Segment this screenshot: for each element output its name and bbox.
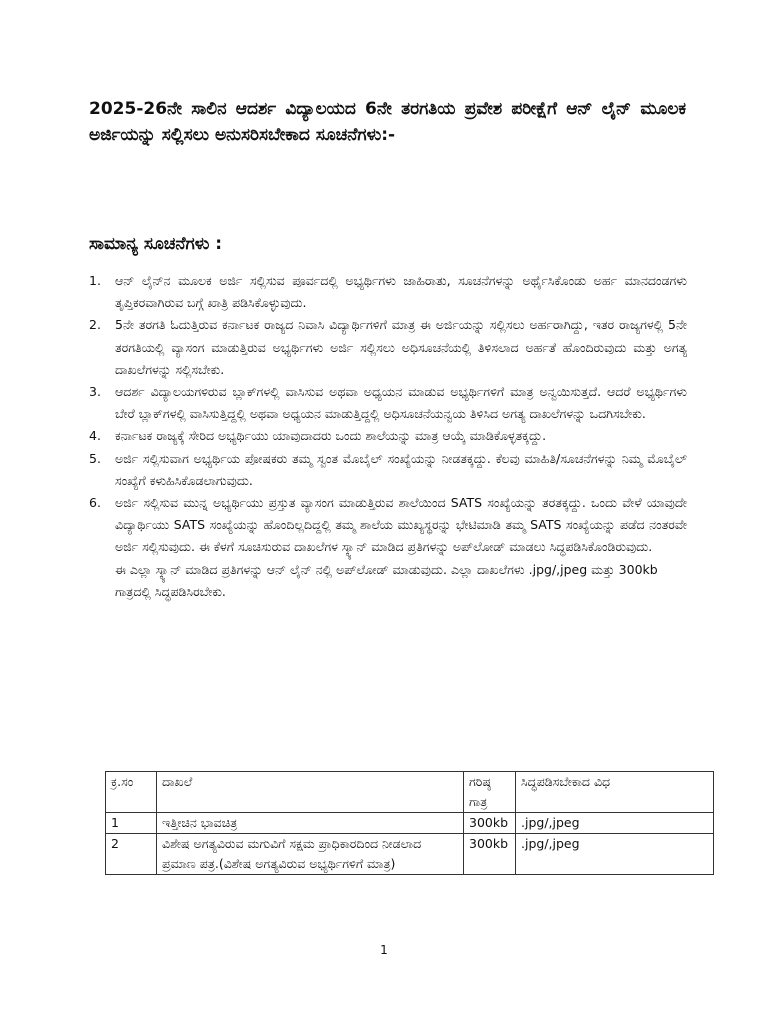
item-number: 6. xyxy=(89,495,101,511)
item-text: ಅರ್ಜಿ ಸಲ್ಲಿಸುವ ಮುನ್ನ ಅಭ್ಯರ್ಥಿಯು ಪ್ರಸ್ತುತ ವ್ಯಾಸಂಗ ಮಾಡುತ್ತಿರುವ ಶಾಲೆಯಿಂದ SATS ಸಂಖ್ಯೆಯನ್ನು ತರತಕ್ಕದ್ದು. ಒಂದು ವೇಳೆ ಯಾವುದೇ ವಿದ್ಯಾರ್ಥಿಯು SATS ಸಂಖ್ಯೆಯನ್ನು ಹೊಂದಿಲ್ಲದಿದ್ದಲ್ಲಿ ತಮ್ಮ ಶಾಲೆಯ ಮುಖ್ಯಸ್ಥರನ್ನು ಭೇಟಿಮಾಡಿ ತಮ್ಮ SATS ಸಂಖ್ಯೆಯನ್ನು ಪಡೆದ ನಂತರವೇ ಅರ್ಜಿ ಸಲ್ಲಿಸುವುದು. ಈ ಕೆಳಗೆ ಸೂಚಿಸುರುವ ದಾಖಲೆಗಳ ಸ್ಕ್ಯಾನ್ ಮಾಡಿದ ಪ್ರತಿಗಳನ್ನು ಅಪ್‌ಲೋಡ್ ಮಾಡಲು ಸಿದ್ಧಪಡಿಸಿಕೊಂಡಿರುವುದು. xyxy=(115,495,687,555)
cell-document: ವಿಶೇಷ ಅಗತ್ಯವಿರುವ ಮಗುವಿಗೆ ಸಕ್ಷಮ ಪ್ರಾಧಿಕಾರದಿಂದ ನೀಡಲಾದ ಪ್ರಮಾಣ ಪತ್ರ.(ವಿಶೇಷ ಅಗತ್ಯವಿರುವ ಅಭ್ಯರ್ಥಿಗಳಿಗೆ ಮಾತ್ರ) xyxy=(157,834,464,875)
instruction-item xyxy=(89,425,687,447)
page-number: 1 xyxy=(380,943,388,957)
cell-size: 300kb xyxy=(464,834,516,875)
upload-note: ಈ ಎಲ್ಲಾ ಸ್ಕ್ಯಾನ್ ಮಾಡಿದ ಪ್ರತಿಗಳನ್ನು ಆನ್ ಲೈನ್ ನಲ್ಲಿ ಅಪ್‌ಲೋಡ್ ಮಾಡುವುದು. ಎಲ್ಲಾ ದಾಖಲೆಗಳು .jpg/,jpeg ಮತ್ತು 300kb ಗಾತ್ರದಲ್ಲಿ ಸಿದ್ಧಪಡಿಸಿರಬೇಕು. xyxy=(115,561,658,599)
item-text: 5ನೇ ತರಗತಿ ಓದುತ್ತಿರುವ ಕರ್ನಾಟಕ ರಾಜ್ಯದ ನಿವಾಸಿ ವಿದ್ಯಾರ್ಥಿಗಳಿಗೆ ಮಾತ್ರ ಈ ಅರ್ಜಿಯನ್ನು ಸಲ್ಲಿಸಲು ಅರ್ಹರಾಗಿದ್ದು, ಇತರ ರಾಜ್ಯಗಳಲ್ಲಿ 5ನೇ ತರಗತಿಯಲ್ಲಿ ವ್ಯಾಸಂಗ ಮಾಡುತ್ತಿರುವ ಅಭ್ಯರ್ಥಿಗಳು ಅರ್ಜಿ ಸಲ್ಲಿಸಲು ಅಧಿಸೂಚನೆಯಲ್ಲಿ ತಿಳಿಸಲಾದ ಅರ್ಹತೆ ಹೊಂದಿರುವುದು ಮತ್ತು ಅಗತ್ಯ ದಾಖಲೆಗಳನ್ನು ಸಲ್ಲಿಸಬೇಕು. xyxy=(115,317,687,377)
item-text: ಆದರ್ಶ ವಿದ್ಯಾಲಯಗಳಿರುವ ಬ್ಲಾಕ್‌ಗಳಲ್ಲಿ ವಾಸಿಸುವ ಅಥವಾ ಅಧ್ಯಯನ ಮಾಡುವ ಅಭ್ಯರ್ಥಿಗಳಿಗೆ ಮಾತ್ರ ಅನ್ವಯಿಸುತ್ತದೆ. ಆದರೆ ಅಭ್ಯರ್ಥಿಗಳು ಬೇರೆ ಬ್ಲಾಕ್‌ಗಳಲ್ಲಿ ವಾಸಿಸುತ್ತಿದ್ದಲ್ಲಿ ಅಥವಾ ಅಧ್ಯಯನ ಮಾಡುತ್ತಿದ್ದಲ್ಲಿ ಅಧಿಸೂಚನೆಯನ್ವಯ ತಿಳಿಸಿದ ಅಗತ್ಯ ದಾಖಲೆಗಳನ್ನು ಒದಗಿಸಬೇಕು. xyxy=(115,384,687,422)
item-number: 5. xyxy=(89,450,101,466)
instruction-item xyxy=(89,448,687,492)
document-title: 2025-26ನೇ ಸಾಲಿನ ಆದರ್ಶ ವಿದ್ಯಾಲಯದ 6ನೇ ತರಗತಿಯ ಪ್ರವೇಶ ಪರೀಕ್ಷೆಗೆ ಆನ್ ಲೈನ್ ಮೂಲಕ ಅರ್ಜಿಯನ್ನು ಸಲ್ಲಿಸಲು ಅನುಸರಿಸಬೇಕಾದ ಸೂಚನೆಗಳು:- xyxy=(89,99,686,145)
instruction-list xyxy=(89,270,687,603)
section-heading: ಸಾಮಾನ್ಯ ಸೂಚನೆಗಳು : xyxy=(89,234,223,254)
instruction-item xyxy=(89,492,687,559)
header-document: ದಾಖಲೆ xyxy=(157,772,464,813)
cell-size: 300kb xyxy=(464,813,516,834)
item-number: 2. xyxy=(89,317,101,333)
documents-table xyxy=(105,771,714,875)
cell-format: .jpg/,jpeg xyxy=(516,813,714,834)
item-text: ಆನ್ ಲೈನ್‌ನ ಮೂಲಕ ಅರ್ಜಿ ಸಲ್ಲಿಸುವ ಪೂರ್ವದಲ್ಲಿ ಅಭ್ಯರ್ಥಿಗಳು ಜಾಹಿರಾತು, ಸೂಚನೆಗಳನ್ನು ಅರ್ಥೈಸಿಕೊಂಡು ಅರ್ಹ ಮಾನದಂಡಗಳು ತೃಪ್ತಿಕರವಾಗಿರುವ ಬಗ್ಗೆ ಖಾತ್ರಿ ಪಡಿಸಿಕೊಳ್ಳುವುದು. xyxy=(115,273,687,311)
header-format: ಸಿದ್ಧಪಡಿಸಬೇಕಾದ ವಿಧ xyxy=(516,772,714,813)
item-number: 3. xyxy=(89,384,101,400)
cell-serial: 2 xyxy=(106,834,157,875)
instruction-item xyxy=(89,381,687,425)
header-max-size: ಗರಿಷ್ಠ ಗಾತ್ರ xyxy=(464,772,516,813)
cell-serial: 1 xyxy=(106,813,157,834)
table-header-row xyxy=(106,772,714,813)
cell-document: ಇತ್ತೀಚಿನ ಭಾವಚಿತ್ರ xyxy=(157,813,464,834)
instruction-item xyxy=(89,270,687,314)
item-text: ಕರ್ನಾಟಕ ರಾಜ್ಯಕ್ಕೆ ಸೇರಿದ ಅಭ್ಯರ್ಥಿಯು ಯಾವುದಾದರು ಒಂದು ಶಾಲೆಯನ್ನು ಮಾತ್ರ ಆಯ್ಕೆ ಮಾಡಿಕೊಳ್ಳತಕ್ಕದ್ದು. xyxy=(115,428,547,444)
instruction-item xyxy=(89,314,687,381)
cell-format: .jpg/,jpeg xyxy=(516,834,714,875)
item-text: ಅರ್ಜಿ ಸಲ್ಲಿಸುವಾಗ ಅಭ್ಯರ್ಥಿಯ ಪೋಷಕರು ತಮ್ಮ ಸ್ವಂತ ಮೊಬೈಲ್ ಸಂಖ್ಯೆಯನ್ನು ನೀಡತಕ್ಕದ್ದು. ಕೆಲವು ಮಾಹಿತಿ/ಸೂಚನೆಗಳನ್ನು ನಿಮ್ಮ ಮೊಬೈಲ್ ಸಂಖ್ಯೆಗೆ ಕಳುಹಿಸಿಕೊಡಲಾಗುವುದು. xyxy=(115,450,687,488)
header-serial: ಕ್ರ.ಸಂ xyxy=(106,772,157,813)
item-number: 1. xyxy=(89,273,101,288)
table-row xyxy=(106,834,714,875)
table-row xyxy=(106,813,714,834)
item-number: 4. xyxy=(89,428,101,444)
